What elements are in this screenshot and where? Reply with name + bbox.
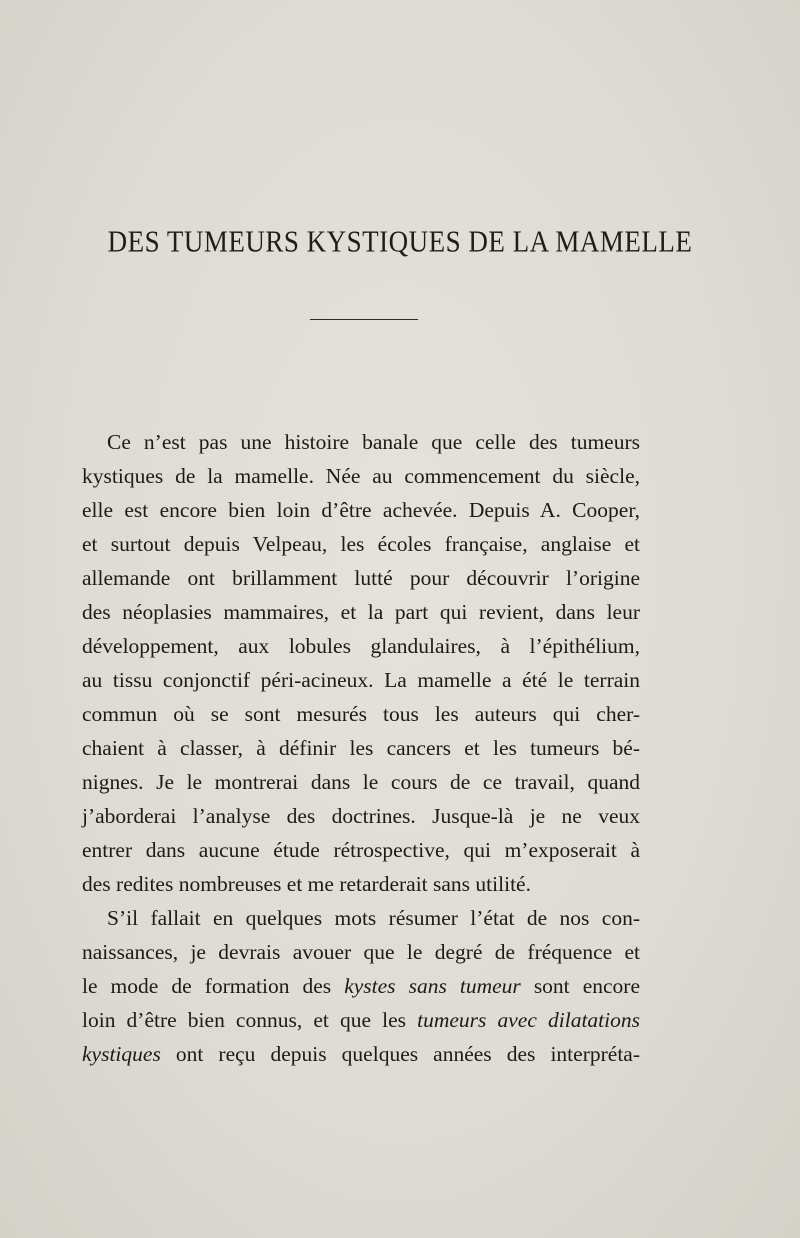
text-line: des redites nombreuses et me retarderait sans utilité. <box>82 872 531 896</box>
text-line <box>82 1037 640 1071</box>
paragraph-2 <box>82 901 640 1071</box>
italic-run: kystiques <box>82 1042 161 1066</box>
paragraph-1 <box>82 425 640 901</box>
text-line <box>82 969 640 1003</box>
text-line: entrer dans aucune étude rétrospective, qui m’exposerait à <box>82 838 640 862</box>
text-line: au tissu conjonctif péri-acineux. La mamelle a été le terrain <box>82 668 640 692</box>
title-rule-divider <box>310 319 418 320</box>
text-line: allemande ont brillamment lutté pour découvrir l’origine <box>82 566 640 590</box>
text-line: développement, aux lobules glandulaires, à l’épithélium, <box>82 634 640 658</box>
text-line: naissances, je devrais avouer que le degré de fréquence et <box>82 940 640 964</box>
text-line <box>82 1003 640 1037</box>
text-line: et surtout depuis Velpeau, les écoles française, anglaise et <box>82 532 640 556</box>
italic-run: kystes sans tumeur <box>344 974 521 998</box>
text-run: ont reçu depuis quelques années des interpréta- <box>160 1042 640 1066</box>
text-line: kystiques de la mamelle. Née au commencement du siècle, <box>82 464 640 488</box>
text-line: commun où se sont mesurés tous les auteurs qui cher- <box>82 702 640 726</box>
text-run: sont encore <box>520 974 640 998</box>
chapter-title: DES TUMEURS KYSTIQUES DE LA MAMELLE <box>107 224 693 259</box>
italic-run: tumeurs avec dilatations <box>417 1008 640 1032</box>
text-run: le mode de formation des <box>82 974 345 998</box>
text-line: Ce n’est pas une histoire banale que celle des tumeurs <box>107 430 640 454</box>
text-run: loin d’être bien connus, et que les <box>82 1008 418 1032</box>
text-line: nignes. Je le montrerai dans le cours de ce travail, quand <box>82 770 640 794</box>
text-line: S’il fallait en quelques mots résumer l’état de nos con- <box>107 906 640 930</box>
text-line: elle est encore bien loin d’être achevée. Depuis A. Cooper, <box>82 498 640 522</box>
body-text <box>82 425 640 1071</box>
text-line: des néoplasies mammaires, et la part qui revient, dans leur <box>82 600 640 624</box>
text-line: j’aborderai l’analyse des doctrines. Jusque-là je ne veux <box>82 804 640 828</box>
text-line: chaient à classer, à définir les cancers et les tumeurs bé- <box>82 736 640 760</box>
